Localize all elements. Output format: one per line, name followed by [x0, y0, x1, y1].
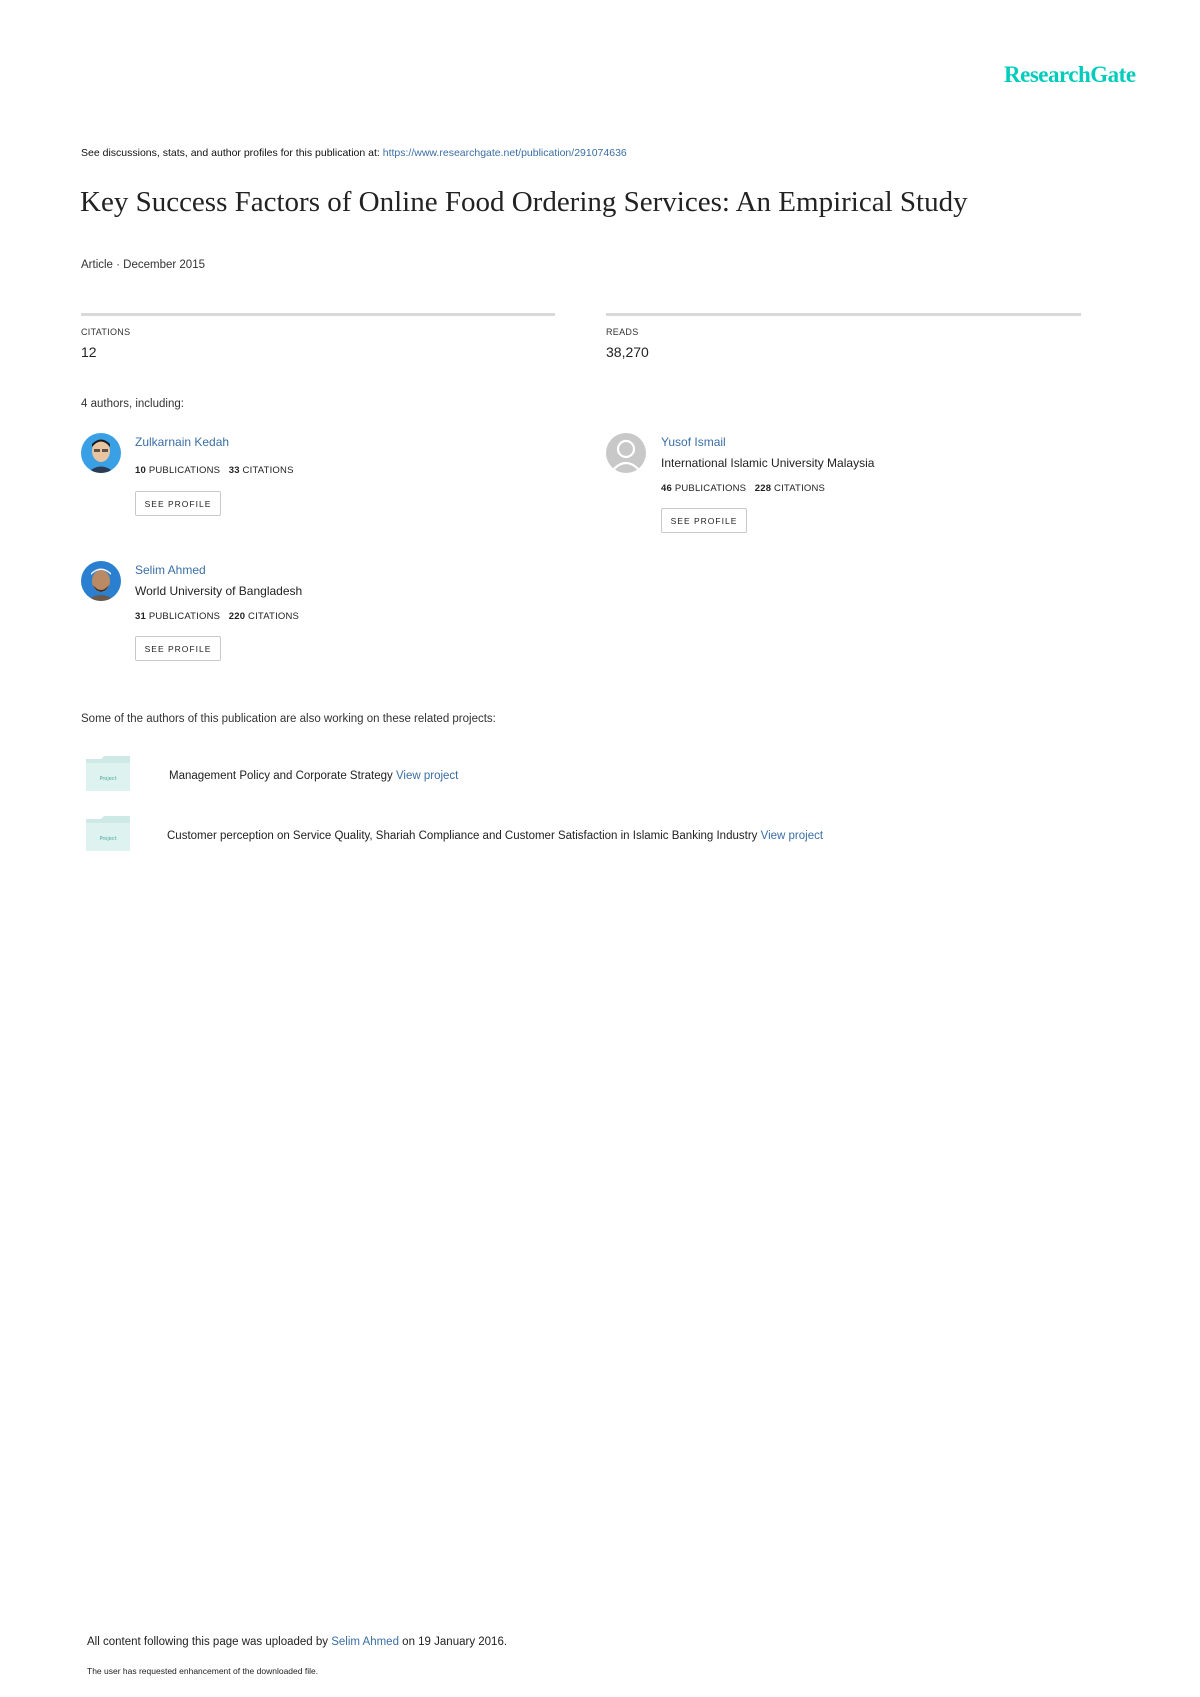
citations-count: 228: [754, 483, 772, 494]
projects-heading: Some of the authors of this publication are also working on these related projects:: [81, 713, 496, 725]
author-photo-icon: [81, 433, 121, 473]
publications-count: 46: [661, 483, 672, 494]
publications-label: PUBLICATIONS: [148, 465, 221, 476]
project-folder-icon: [86, 756, 130, 791]
see-profile-button[interactable]: SEE PROFILE: [135, 636, 221, 661]
publication-meta: Article · December 2015: [81, 259, 205, 271]
publication-link[interactable]: https://www.researchgate.net/publication/291074636: [382, 147, 627, 159]
project-item: [169, 770, 458, 782]
view-project-link[interactable]: View project: [395, 770, 459, 782]
publication-title: Key Success Factors of Online Food Ordering Services: An Empirical Study: [80, 186, 968, 218]
author-stats: [135, 465, 294, 476]
citations-value: 12: [81, 344, 97, 360]
citations-label: CITATIONS: [248, 611, 300, 622]
discussion-line: [81, 147, 627, 159]
author-stats: [135, 611, 299, 622]
citations-count: 220: [228, 611, 246, 622]
publications-label: PUBLICATIONS: [674, 483, 747, 494]
project-icon-label: Project: [99, 776, 117, 782]
citations-divider: [81, 313, 555, 316]
project-item: [167, 830, 823, 842]
author-institution: World University of Bangladesh: [135, 584, 303, 598]
authors-heading: 4 authors, including:: [81, 398, 184, 410]
upload-prefix: All content following this page was uploaded by: [87, 1636, 332, 1648]
author-avatar[interactable]: [606, 433, 646, 473]
upload-suffix: on 19 January 2016.: [398, 1636, 508, 1648]
discussion-prefix: See discussions, stats, and author profiles for this publication at:: [81, 147, 383, 159]
project-title: Management Policy and Corporate Strategy: [169, 770, 393, 782]
see-profile-button[interactable]: SEE PROFILE: [661, 508, 747, 533]
citations-label: CITATIONS: [242, 465, 294, 476]
project-title: Customer perception on Service Quality, Shariah Compliance and Customer Satisfaction in Islamic Banking Industry: [167, 830, 758, 842]
publications-count: 31: [135, 611, 146, 622]
project-folder-icon: [86, 816, 130, 851]
author-name[interactable]: Selim Ahmed: [135, 563, 206, 577]
author-name[interactable]: Zulkarnain Kedah: [135, 435, 230, 449]
reads-value: 38,270: [606, 344, 649, 360]
citations-label: CITATIONS: [81, 327, 131, 337]
publications-count: 10: [135, 465, 146, 476]
see-profile-button[interactable]: SEE PROFILE: [135, 491, 221, 516]
publications-label: PUBLICATIONS: [148, 611, 221, 622]
author-stats: [661, 483, 825, 494]
researchgate-logo[interactable]: ResearchGate: [1004, 62, 1136, 87]
author-institution: International Islamic University Malaysia: [661, 456, 875, 470]
uploader-link[interactable]: Selim Ahmed: [331, 1636, 399, 1648]
reads-divider: [606, 313, 1081, 316]
citations-label: CITATIONS: [774, 483, 826, 494]
reads-label: READS: [606, 327, 639, 337]
project-icon-label: Project: [99, 836, 117, 842]
upload-note: [87, 1636, 507, 1648]
view-project-link[interactable]: View project: [760, 830, 824, 842]
author-photo-icon: [81, 561, 121, 601]
enhancement-note: The user has requested enhancement of the downloaded file.: [87, 1666, 319, 1676]
author-avatar[interactable]: [81, 561, 121, 601]
default-avatar-icon: [606, 433, 646, 473]
citations-count: 33: [228, 465, 240, 476]
author-avatar[interactable]: [81, 433, 121, 473]
author-name[interactable]: Yusof Ismail: [661, 435, 726, 449]
